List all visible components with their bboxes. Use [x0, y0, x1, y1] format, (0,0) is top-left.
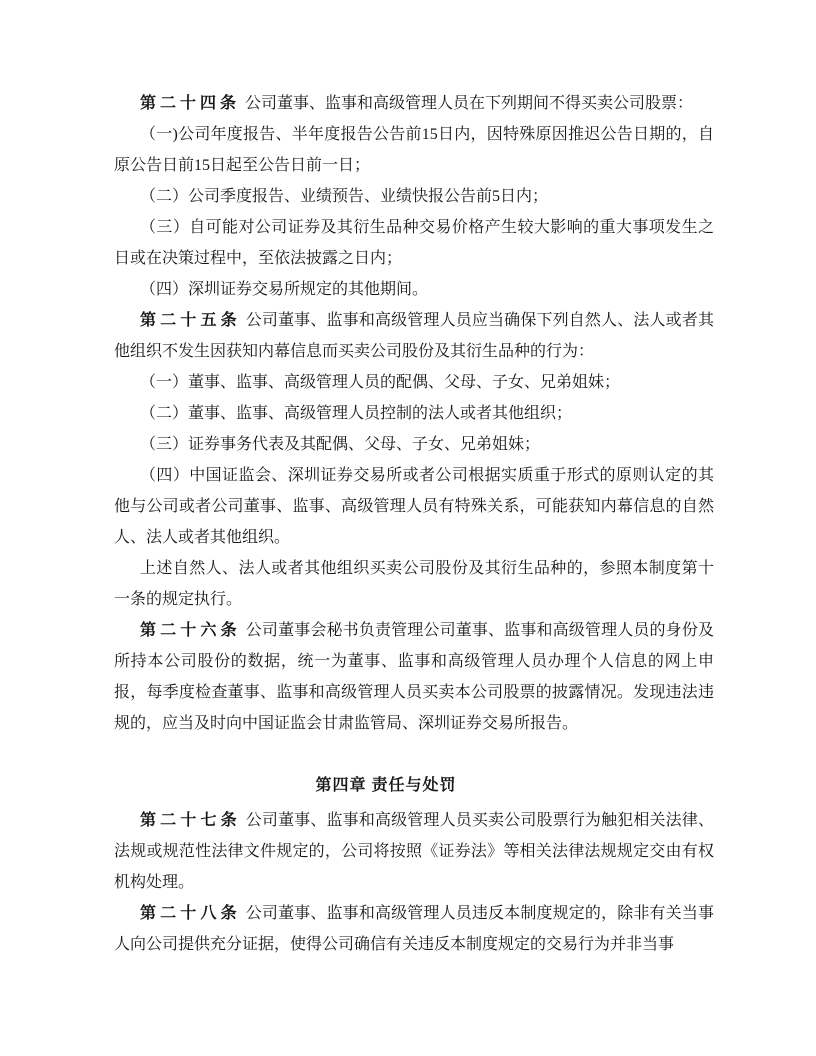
chapter-heading: 第四章 责任与处罚: [315, 777, 457, 794]
paragraph-text: 公司董事会秘书负责管理公司董事、监事和高级管理人员的身份及所持本公司股份的数据，统一为董事、监事和高级管理人员办理个人信息的网上申报，每季度检查董事、监事和高级管理人员买卖本公司股票的披露情况。发现违法违规的，应当及时向中国证监会甘肃监管局、深圳证券交易所报告。: [114, 622, 714, 732]
paragraph-text: （三）自可能对公司证券及其衍生品种交易价格产生较大影响的重大事项发生之日或在决策过程中，至依法披露之日内；: [114, 219, 714, 267]
article-paragraph: [114, 898, 714, 960]
article-number: 第二十八条: [140, 905, 241, 922]
paragraph-text: （三）证券事务代表及其配偶、父母、子女、兄弟姐妹；: [140, 436, 541, 453]
paragraph-text: （一）董事、监事、高级管理人员的配偶、父母、子女、兄弟姐妹；: [140, 374, 621, 391]
paragraph-text: （四）深圳证券交易所规定的其他期间。: [140, 281, 429, 298]
paragraph-text: （四）中国证监会、深圳证券交易所或者公司根据实质重于形式的原则认定的其他与公司或者公司董事、监事、高级管理人员有特殊关系，可能获知内幕信息的自然人、法人或者其他组织。: [114, 467, 714, 546]
list-item-paragraph: [114, 274, 714, 305]
paragraph-text: （一)公司年度报告、半年度报告公告前15日内，因特殊原因推迟公告日期的，自原公告日前15日起至公告日前一日；: [114, 126, 714, 174]
paragraph-text: 公司董事、监事和高级管理人员在下列期间不得买卖公司股票：: [245, 95, 694, 112]
article-number: 第二十四条: [140, 95, 241, 112]
list-item-paragraph: [114, 398, 714, 429]
paragraph-text: 公司董事、监事和高级管理人员应当确保下列自然人、法人或者其他组织不发生因获知内幕信息而买卖公司股份及其衍生品种的行为：: [114, 312, 714, 360]
list-item-paragraph: [114, 119, 714, 181]
list-item-paragraph: [114, 181, 714, 212]
list-item-paragraph: [114, 553, 714, 615]
list-item-paragraph: [114, 429, 714, 460]
list-item-paragraph: [114, 212, 714, 274]
paragraph-text: 公司董事、监事和高级管理人员违反本制度规定的，除非有关当事人向公司提供充分证据，使得公司确信有关违反本制度规定的交易行为并非当事: [114, 905, 714, 953]
paragraph-text: （二）董事、监事、高级管理人员控制的法人或者其他组织；: [140, 405, 573, 422]
article-paragraph: [114, 88, 714, 119]
paragraph-text: 公司董事、监事和高级管理人员买卖公司股票行为触犯相关法律、法规或规范性法律文件规定的，公司将按照《证券法》等相关法律法规规定交由有权机构处理。: [114, 812, 714, 891]
paragraph-text: （二）公司季度报告、业绩预告、业绩快报公告前5日内；: [140, 188, 549, 205]
article-paragraph: [114, 615, 714, 739]
paragraph-text: 上述自然人、法人或者其他组织买卖公司股份及其衍生品种的，参照本制度第十一条的规定执行。: [114, 560, 714, 608]
article-paragraph: [114, 305, 714, 367]
article-number: 第二十六条: [140, 622, 241, 639]
article-number: 第二十七条: [140, 812, 241, 829]
article-paragraph: [114, 805, 714, 898]
list-item-paragraph: [114, 460, 714, 553]
list-item-paragraph: [114, 367, 714, 398]
article-number: 第二十五条: [140, 312, 241, 329]
document-body: [114, 88, 714, 960]
